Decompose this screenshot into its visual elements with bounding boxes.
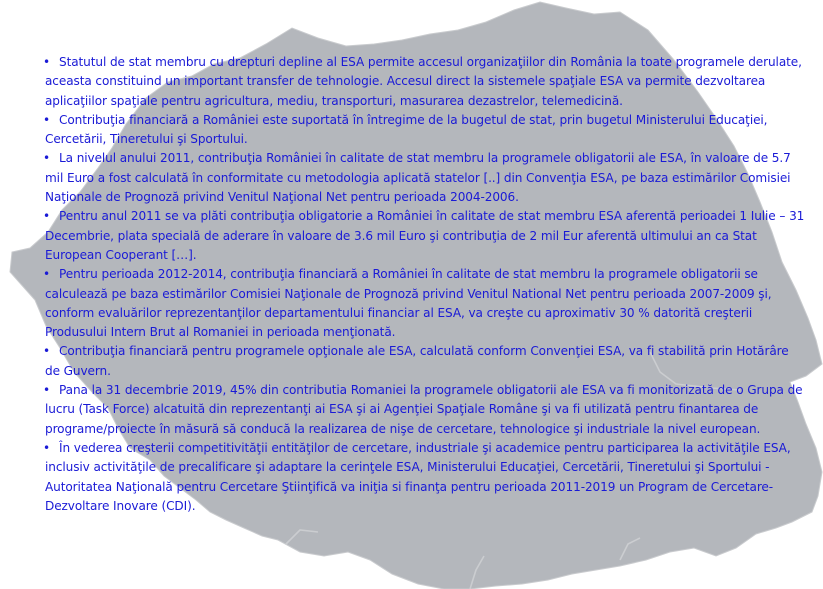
bullet-text: Statutul de stat membru cu drepturi depline al ESA permite accesul organizaţiilor din România la toate programele derulate, aceasta constituind un important transfer de tehnologie. Accesul direct la sistemele spaţiale ESA va permite dezvoltarea aplicaţiilor spaţiale pentru agricultura, mediu, transporturi, masurarea dezastrelor, telemedicină. (45, 55, 802, 108)
bullet-item (45, 111, 807, 150)
bullet-dot: • (43, 151, 51, 166)
bullet-text: Pentru anul 2011 se va plăti contribuţia obligatorie a României în calitate de stat membru ESA aferentă perioadei 1 Iulie – 31 Decembrie, plata specială de aderare în valoare de 3.6 mil Euro şi contribuţia de 2 mil Eur aferentă ultimului an ca Stat European Cooperant […]. (45, 209, 805, 262)
bullet-item (45, 381, 807, 439)
bullet-dot: • (43, 209, 51, 224)
bullet-dot: • (43, 267, 51, 282)
bullet-text: Pana la 31 decembrie 2019, 45% din contributia Romaniei la programele obligatorii ale ESA va fi monitorizată de o Grupa de lucru (Task Force) alcatuită din reprezentanţi ai ESA şi ai Agenţiei Spaţiale Române şi va fi utilizată pentru finantarea de programe/proiecte în măsură să conducă la realizarea de nişe de cercetare, tehnologice şi industriale la nivel european. (45, 383, 803, 436)
bullet-item (45, 265, 807, 342)
bullet-item (45, 53, 807, 111)
bullet-dot: • (43, 55, 51, 69)
bullet-text: Pentru perioada 2012-2014, contribuţia financiară a României în calitate de stat membru la programele obligatorii se calculează pe baza estimărilor Comisiei Naţionale de Prognoză privind Venitul National Net pentru perioada 2007-2009 şi, conform evaluărilor reprezentanţilor departamentului financiar al ESA, va creşte cu aproximativ 30 % datorită creşterii Produsului Intern Brut al Romaniei in perioada menţionată. (45, 267, 772, 340)
bullet-text: Contribuţia financiară pentru programele opţionale ale ESA, calculată conform Convenţiei ESA, va fi stabilită prin Hotărâre de Guvern. (45, 344, 789, 378)
bullet-dot: • (43, 383, 51, 398)
bullet-item (45, 342, 807, 381)
bullet-dot: • (43, 344, 51, 359)
bullet-text: La nivelul anului 2011, contribuţia României în calitate de stat membru la programele obligatorii ale ESA, în valoare de 5.7 mil Euro a fost calculată în conformitate cu metodologia aplicată statelor [..] din Convenţia ESA, pe baza estimărilor Comisiei Naţionale de Prognoză privind Venitul Naţional Net pentru perioada 2004-2006. (45, 151, 791, 205)
bullet-dot: • (43, 112, 51, 127)
bullet-dot: • (43, 440, 51, 455)
bullet-text: În vederea creşterii competitivităţii entităţilor de cercetare, industriale şi academice pentru participarea la activităţile ESA, inclusiv activităţile de precalificare şi adaptare la cerinţele ESA, Ministerului Educaţiei, Cercetării, Tineretului şi Sportului - Autoritatea Naţională pentru Cercetare Ştiinţifică va iniţia si finanţa pentru perioada 2011-2019 un Program de Cercetare-Dezvoltare Inovare (CDI). (45, 440, 791, 513)
bullet-list (45, 53, 807, 516)
bullet-item (45, 439, 807, 516)
bullet-text: Contribuţia financiară a României este suportată în întregime de la bugetul de stat, prin bugetul Ministerului Educaţiei, Cercetării, Tineretului şi Sportului. (45, 112, 768, 147)
bullet-item (45, 149, 807, 207)
bullet-item (45, 207, 807, 265)
